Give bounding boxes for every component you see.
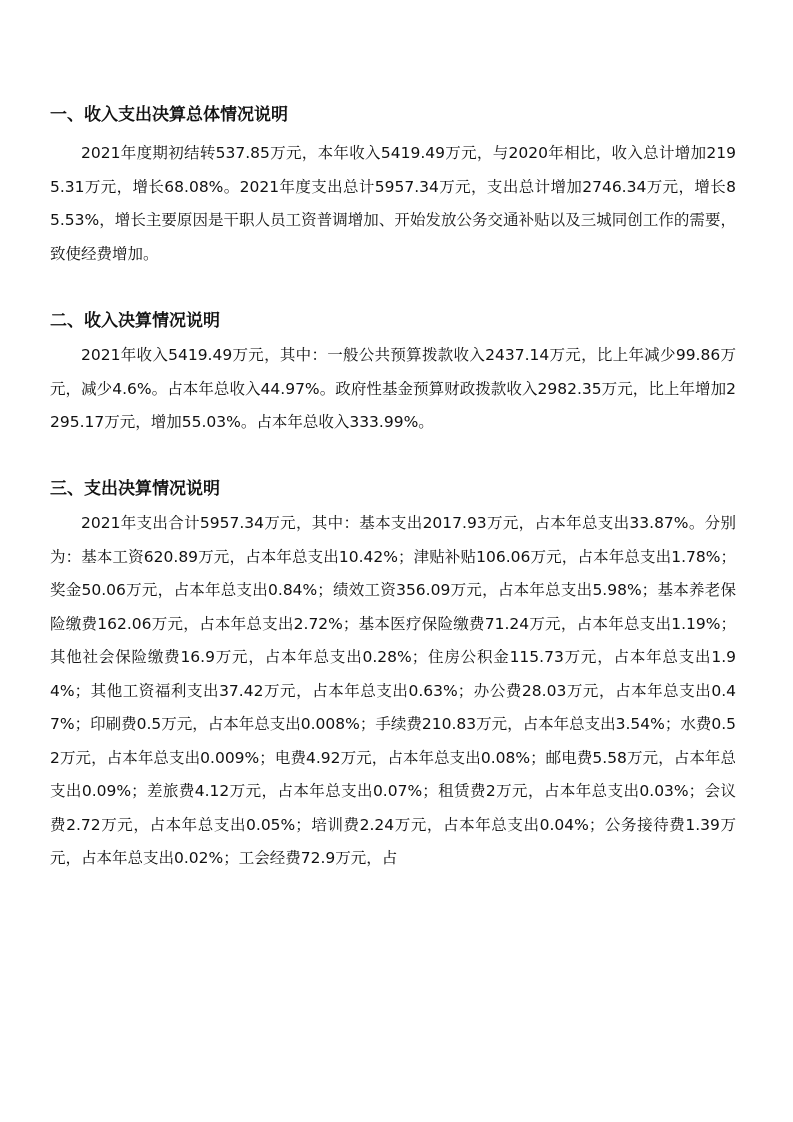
section-heading-income: 二、收入决算情况说明 <box>50 311 220 331</box>
section-heading-overall: 一、收入支出决算总体情况说明 <box>50 105 288 125</box>
section-heading-expenditure: 三、支出决算情况说明 <box>50 479 220 499</box>
section-paragraph-expenditure: 2021年支出合计5957.34万元，其中：基本支出2017.93万元，占本年总支出33.87%。分别为：基本工资620.89万元，占本年总支出10.42%；津贴补贴106.06万元，占本年总支出1.78%；奖金50.06万元，占本年总支出0.84%；绩效工资356.09万元，占本年总支出5.98%；基本养老保险缴费162.06万元，占本年总支出2.72%；基本医疗保险缴费71.24万元，占本年总支出1.19%；其他社会保险缴费16.9万元，占本年总支出0.28%；住房公积金115.73万元，占本年总支出1.94%；其他工资福利支出37.42万元，占本年总支出0.63%；办公费28.03万元，占本年总支出0.47%；印刷费0.5万元，占本年总支出0.008%；手续费210.83万元，占本年总支出3.54%；水费0.52万元，占本年总支出0.009%；电费4.92万元，占本年总支出0.08%；邮电费5.58万元，占本年总支出0.09%；差旅费4.12万元，占本年总支出0.07%；租赁费2万元，占本年总支出0.03%；会议费2.72万元，占本年总支出0.05%；培训费2.24万元，占本年总支出0.04%；公务接待费1.39万元，占本年总支出0.02%；工会经费72.9万元，占 <box>50 514 736 867</box>
section-paragraph-income: 2021年收入5419.49万元，其中：一般公共预算拨款收入2437.14万元，比上年减少99.86万元，减少4.6%。占本年总收入44.97%。政府性基金预算财政拨款收入2982.35万元，比上年增加2295.17万元，增加55.03%。占本年总收入333.99%。 <box>50 346 736 431</box>
section-paragraph-overall: 2021年度期初结转537.85万元，本年收入5419.49万元，与2020年相比，收入总计增加2195.31万元，增长68.08%。2021年度支出总计5957.34万元，支出总计增加2746.34万元，增长85.53%，增长主要原因是干职人员工资普调增加、开始发放公务交通补贴以及三城同创工作的需要，致使经费增加。 <box>50 144 736 263</box>
